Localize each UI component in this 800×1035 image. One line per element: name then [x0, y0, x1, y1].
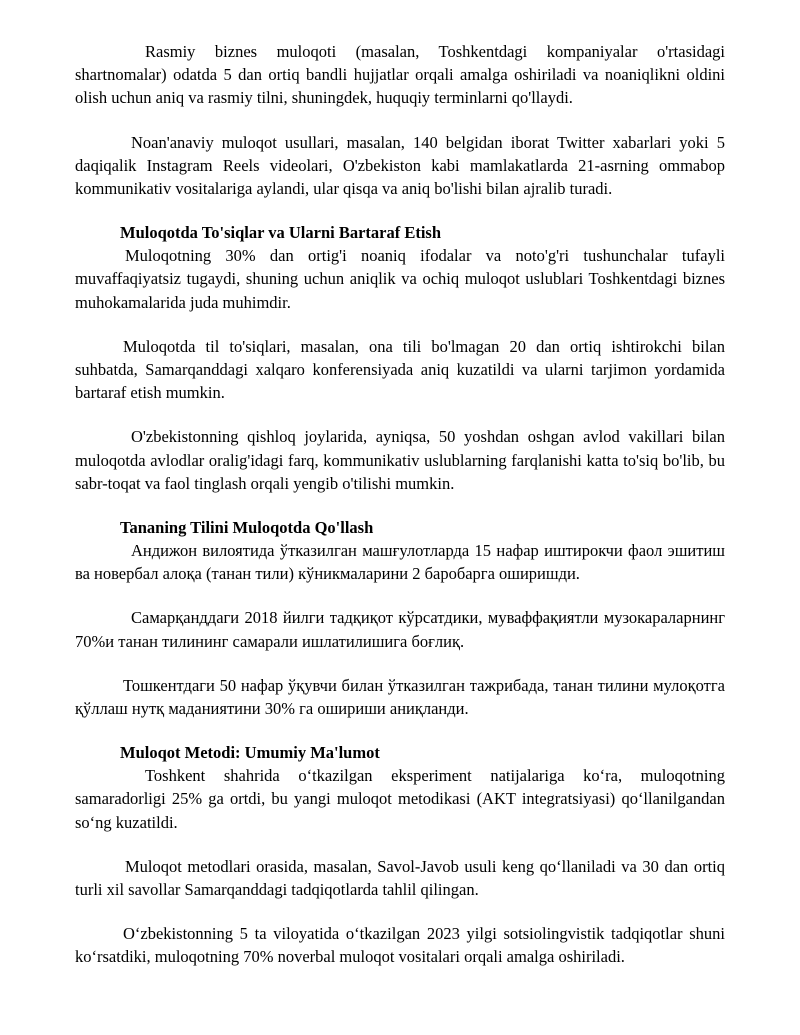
paragraph: Rasmiy biznes muloqoti (masalan, Toshkentdagi kompaniyalar o'rtasidagi shartnomalar) odatda 5 dan ortiq bandli hujjatlar orqali amalga oshiriladi va noaniqlikni oldini olish uchun aniq va rasmiy tilni, shuningdek, huquqiy terminlarni qo'llaydi. — [75, 42, 725, 108]
section-heading: Muloqotda To'siqlar va Ularni Bartaraf Etish — [120, 223, 442, 243]
paragraph: Андижон вилоятида ўтказилган машғулотларда 15 нафар иштирокчи фаол эшитиш ва новербал алоқа (танан тили) кўникмаларини 2 баробарга оширишди. — [75, 541, 725, 584]
paragraph: Тошкентдаги 50 нафар ўқувчи билан ўтказилган тажрибада, танан тилини мулоқотга қўллаш нутқ маданиятини 30% га ошириши аниқланди. — [75, 675, 725, 719]
section-heading: Muloqot Metodi: Umumiy Ma'lumot — [120, 743, 380, 763]
paragraph: Muloqotning 30% dan ortig'i noaniq ifodalar va noto'g'ri tushunchalar tufayli muvaffaqiyatsiz tugaydi, shuning uchun aniqlik va ochiq muloqot uslublari Toshkentdagi biznes muhokamalarida juda muhimdir. — [75, 246, 725, 312]
document-page — [75, 40, 725, 969]
paragraph: Toshkent shahrida o‘tkazilgan eksperiment natijalariga ko‘ra, muloqotning samaradorligi 25% ga ortdi, bu yangi muloqot metodikasi (AKT integratsiyasi) qo‘llanilgandan so‘ng kuzatildi. — [75, 766, 725, 832]
paragraph: Muloqotda til to'siqlari, masalan, ona tili bo'lmagan 20 dan ortiq ishtirokchi bilan suhbatda, Samarqanddagi xalqaro konferensiyada aniq kuzatildi va ularni tarjimon yordamida bartaraf etish mumkin. — [75, 336, 725, 403]
paragraph: Самарқанддаги 2018 йилги тадқиқот кўрсатдики, муваффақиятли музокараларнинг 70%и танан тилининг самарали ишлатилишига боғлиқ. — [75, 608, 725, 651]
paragraph: O‘zbekistonning 5 ta viloyatida o‘tkazilgan 2023 yilgi sotsiolingvistik tadqiqotlar shuni ko‘rsatdiki, muloqotning 70% noverbal muloqot vositalari orqali amalga oshiriladi. — [75, 924, 725, 967]
section-heading: Tananing Tilini Muloqotda Qo'llash — [120, 518, 374, 538]
paragraph: O'zbekistonning qishloq joylarida, ayniqsa, 50 yoshdan oshgan avlod vakillari bilan muloqotda avlodlar oralig'idagi farq, kommunikativ uslublarning farqlanishi katta to'siq bo'lib, bu sabr-toqat va faol tinglash orqali yengib o'tilishi mumkin. — [75, 427, 725, 493]
paragraph: Muloqot metodlari orasida, masalan, Savol-Javob usuli keng qo‘llaniladi va 30 dan ortiq turli xil savollar Samarqanddagi tadqiqotlarda tahlil qilingan. — [75, 856, 725, 900]
paragraph: Noan'anaviy muloqot usullari, masalan, 140 belgidan iborat Twitter xabarlari yoki 5 daqiqalik Instagram Reels videolari, O'zbekiston kabi mamlakatlarda 21-asrning ommabop kommunikativ vositalariga aylandi, ular qisqa va aniq bo'lishi bilan ajralib turadi. — [75, 132, 725, 199]
